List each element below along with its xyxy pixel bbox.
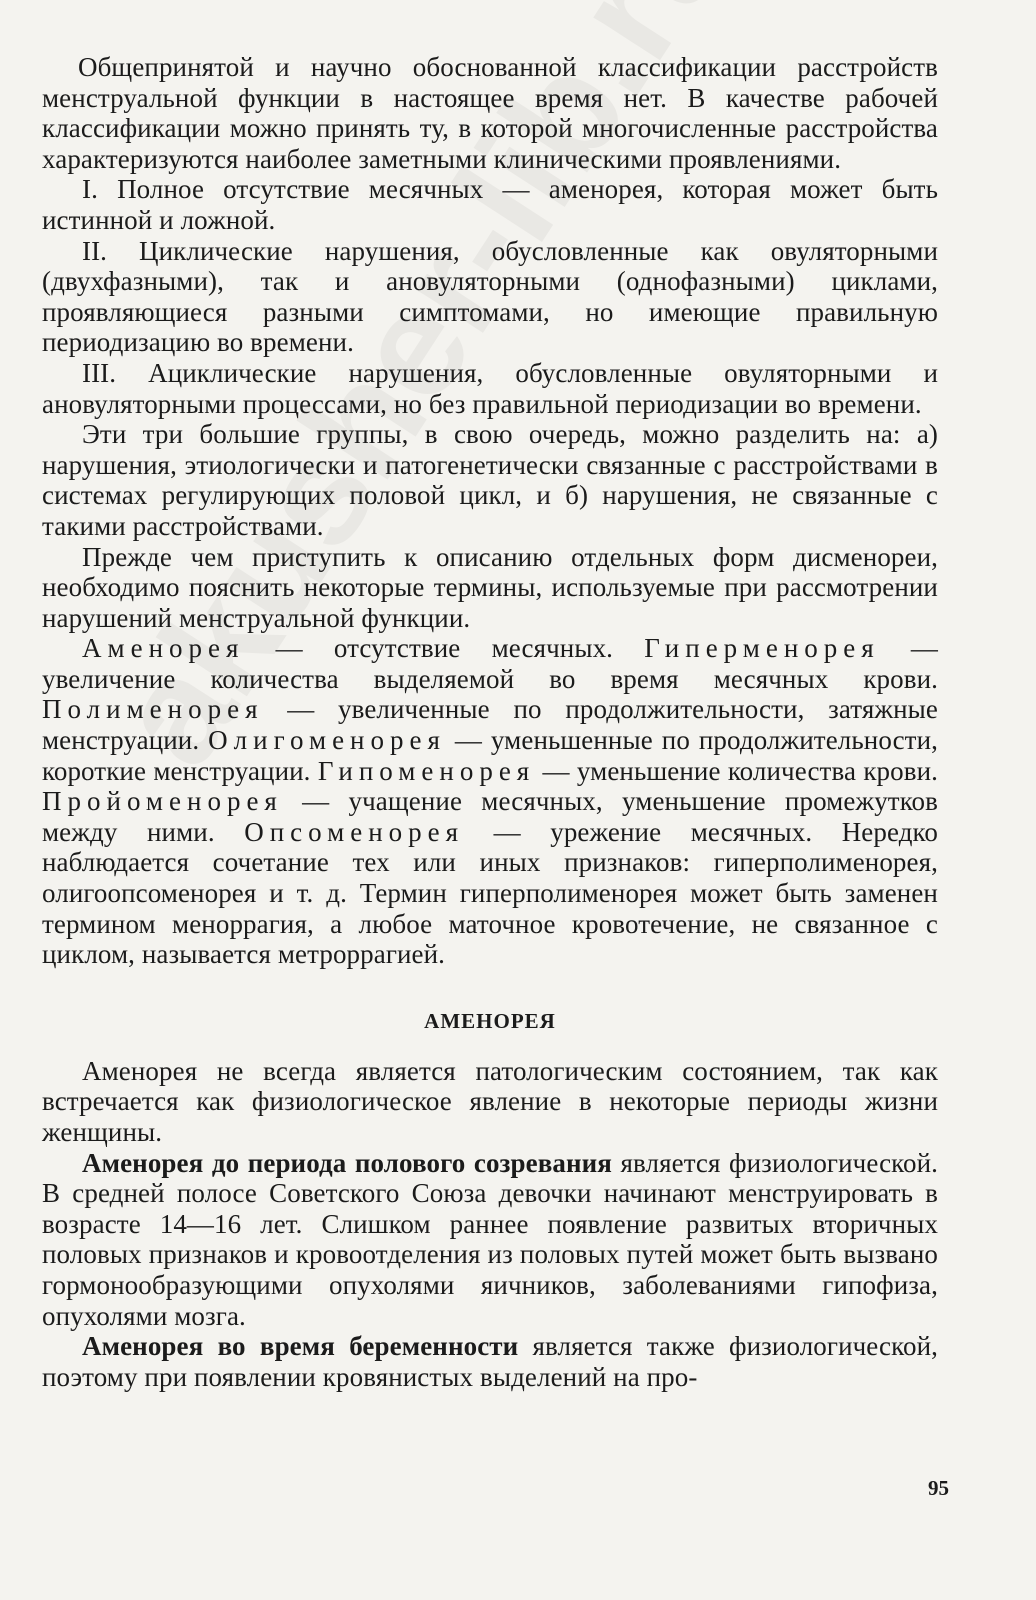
definition-text: — уменьшение количества крови. — [535, 755, 938, 786]
page-number: 95 — [928, 1476, 949, 1500]
term-oligomenorrhea: Олигоменорея — [208, 725, 446, 756]
definition-text: — увеличение количества выделяемой во время месячных крови. — [42, 633, 938, 694]
paragraph-amenorrhea-intro: Аменорея не всегда является патологическим состоянием, так как встречается как физиологическое явление в некоторые периоды жизни женщины. — [42, 1055, 938, 1147]
definition-text: — уменьшенные по продолжительности, короткие менструации. — [42, 725, 938, 786]
term-amenorrhea: Аменорея — [82, 633, 245, 664]
term-proiomenorrhea: Пройоменорея — [42, 786, 283, 817]
paragraph-group-two: II. Циклические нарушения, обусловленные как овуляторными (двухфазными), так и ановуляторными (однофазными) циклами, проявляющиеся разными симптомами, но имеющие правильную периодизацию во времени. — [42, 235, 938, 358]
paragraph-classification-intro: Общепринятой и научно обоснованной классификации расстройств менструальной функции в настоящее время нет. В качестве рабочей классификации можно принять ту, в которой многочисленные расстройства характеризуются наиболее заметными клиническими проявлениями. — [42, 52, 938, 174]
term-opsomenorrhea: Опсоменорея — [244, 816, 465, 847]
definition-text: — отсутствие месячных. — [244, 633, 645, 664]
paragraph-terms-intro: Прежде чем приступить к описанию отдельных форм дисменореи, необходимо пояснить некоторые термины, используемые при рассмотрении нарушений менструальной функции. — [42, 541, 938, 633]
definition-text: — урежение месячных. Нередко наблюдается сочетание тех или иных признаков: гиперполименорея, олигоопсоменорея и т. д. Термин гиперполименорея может быть заменен термином меноррагия, а любое маточное кровотечение, не связанное с циклом, называется метроррагией. — [42, 816, 938, 970]
paragraph-group-one: I. Полное отсутствие месячных — аменорея, которая может быть истинной и ложной. — [42, 174, 938, 235]
bold-term: Аменорея до периода полового созревания — [82, 1147, 613, 1178]
section-heading: АМЕНОРЕЯ — [424, 1008, 556, 1033]
paragraph-text: является также физиологической, поэтому при появлении кровянистых выделений на про- — [42, 1331, 938, 1392]
paragraph-term-definitions — [42, 633, 938, 970]
paragraph-group-three: III. Ациклические нарушения, обусловленные овуляторными и ановуляторными процессами, но без правильной периодизации во времени. — [42, 357, 938, 419]
definition-text: — учащение месячных, уменьшение промежутков между ними. — [42, 786, 938, 847]
term-hypomenorrhea: Гипоменорея — [317, 755, 536, 786]
paragraph-prepubertal-amenorrhea — [42, 1148, 938, 1332]
page-body — [42, 52, 938, 1392]
term-hypermenorrhea: Гиперменорея — [644, 633, 880, 664]
term-polymenorrhea: Полименорея — [42, 694, 264, 725]
paragraph-text: является физиологической. В средней полосе Советского Союза девочки начинают менструировать в возрасте 14—16 лет. Слишком раннее появление развитых вторичных половых признаков и кровоотделения из половых путей может быть вызвано гормонообразующими опухолями яичников, заболеваниями гипофиза, опухолями мозга. — [42, 1147, 939, 1331]
paragraph-subdivision: Эти три большие группы, в свою очередь, можно разделить на: а) нарушения, этиологически и патогенетически связанные с расстройствами в системах регулирующих половой цикл, и б) нарушения, не связанные с такими расстройствами. — [42, 419, 938, 541]
bold-term: Аменорея во время беременности — [82, 1331, 519, 1362]
paragraph-pregnancy-amenorrhea — [42, 1331, 938, 1392]
definition-text: — увеличенные по продолжительности, затяжные менструации. — [42, 694, 938, 756]
